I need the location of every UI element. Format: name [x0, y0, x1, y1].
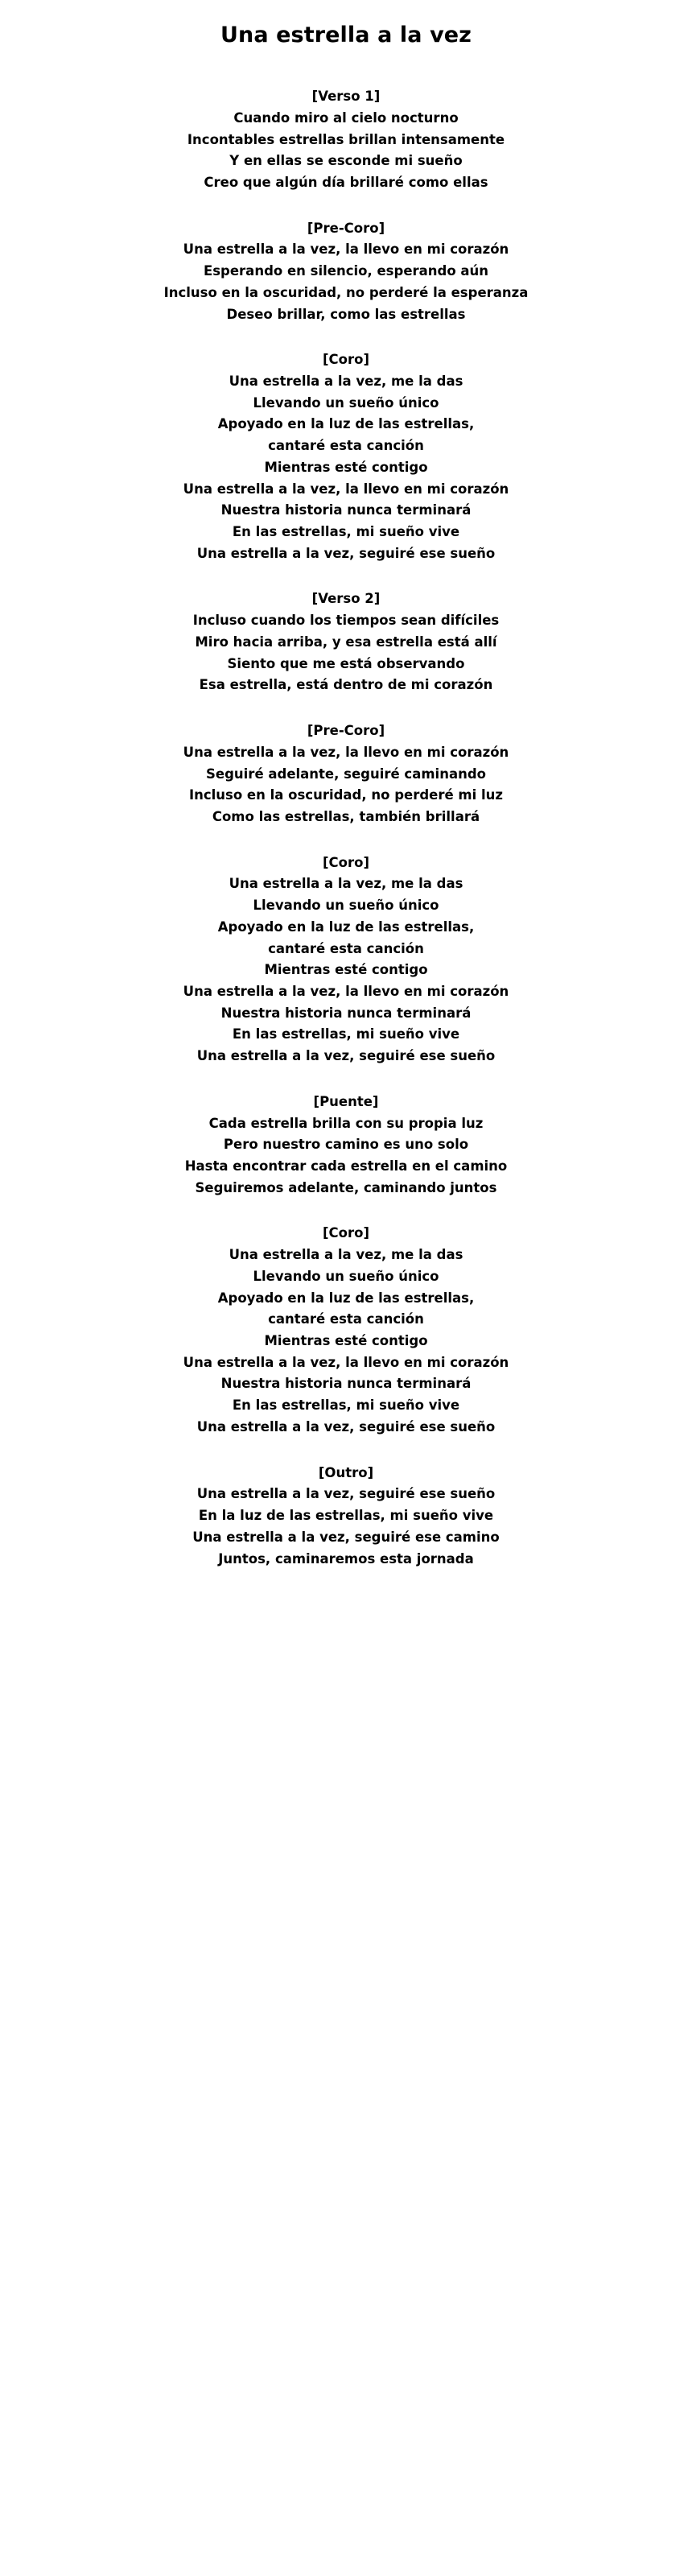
lyrics-line: Una estrella a la vez, seguiré ese sueño	[196, 545, 496, 561]
lyrics-body	[32, 86, 660, 1570]
section-tag: [Pre-Coro]	[307, 723, 385, 739]
lyrics-line: Llevando un sueño único	[253, 394, 439, 411]
lyrics-section	[32, 218, 660, 326]
lyrics-line: Creo que algún día brillaré como ellas	[204, 174, 488, 190]
lyrics-section	[32, 349, 660, 564]
lyrics-line: Mientras esté contigo	[264, 962, 428, 978]
lyrics-line: Mientras esté contigo	[264, 1333, 428, 1349]
lyrics-line: Siento que me está observando	[227, 655, 465, 671]
lyrics-line: Una estrella a la vez, me la das	[229, 876, 463, 892]
lyrics-line: Incontables estrellas brillan intensamente	[187, 131, 505, 147]
lyrics-section	[32, 588, 660, 696]
lyrics-line: Una estrella a la vez, la llevo en mi corazón	[183, 983, 509, 999]
lyrics-line: cantaré esta canción	[268, 1311, 424, 1327]
lyrics-line: En las estrellas, mi sueño vive	[232, 1397, 460, 1414]
lyrics-section	[32, 852, 660, 1067]
lyrics-line: Hasta encontrar cada estrella en el camino	[184, 1158, 508, 1174]
lyrics-line: Apoyado en la luz de las estrellas,	[217, 416, 475, 432]
lyrics-line: Una estrella a la vez, seguiré ese camino	[192, 1529, 500, 1545]
lyrics-line: En las estrellas, mi sueño vive	[232, 1026, 460, 1042]
lyrics-line: cantaré esta canción	[268, 438, 424, 454]
lyrics-section	[32, 1463, 660, 1571]
lyrics-line: Una estrella a la vez, seguiré ese sueño	[196, 1418, 496, 1435]
lyrics-line: Incluso cuando los tiempos sean difíciles	[192, 613, 500, 629]
lyrics-line: Una estrella a la vez, seguiré ese sueño	[196, 1048, 496, 1064]
lyrics-section	[32, 86, 660, 194]
lyrics-line: Deseo brillar, como las estrellas	[226, 306, 466, 322]
section-tag: [Outro]	[318, 1464, 374, 1480]
section-tag: [Coro]	[323, 854, 369, 870]
lyrics-line: Una estrella a la vez, seguiré ese sueño	[196, 1486, 496, 1502]
lyrics-line: Una estrella a la vez, la llevo en mi corazón	[183, 1354, 509, 1370]
lyrics-line: Esperando en silencio, esperando aún	[203, 263, 489, 279]
lyrics-line: Nuestra historia nunca terminará	[220, 1376, 472, 1392]
lyrics-section	[32, 1223, 660, 1438]
section-tag: [Puente]	[313, 1093, 379, 1109]
lyrics-line: Incluso en la oscuridad, no perderé la esperanza	[163, 284, 529, 300]
lyrics-line: cantaré esta canción	[268, 940, 424, 956]
lyrics-line: Una estrella a la vez, me la das	[229, 374, 463, 389]
lyrics-line: Llevando un sueño único	[253, 1268, 439, 1284]
section-tag: [Verso 2]	[311, 591, 381, 607]
lyrics-section	[32, 720, 660, 828]
lyrics-line: Una estrella a la vez, la llevo en mi corazón	[183, 481, 509, 497]
lyrics-line: Nuestra historia nunca terminará	[220, 502, 472, 518]
lyrics-line: Miro hacia arriba, y esa estrella está allí	[195, 634, 497, 650]
lyrics-line: En las estrellas, mi sueño vive	[232, 524, 460, 540]
lyrics-line: Cada estrella brilla con su propia luz	[208, 1115, 484, 1131]
page-title: Una estrella a la vez	[220, 23, 472, 47]
lyrics-line: Cuando miro al cielo nocturno	[233, 109, 459, 126]
lyrics-line: Como las estrellas, también brillará	[212, 808, 480, 824]
lyrics-line: Llevando un sueño único	[253, 898, 439, 914]
lyrics-line: Mientras esté contigo	[264, 459, 428, 475]
lyrics-line: Una estrella a la vez, la llevo en mi corazón	[183, 242, 509, 258]
lyrics-line: Seguiré adelante, seguiré caminando	[206, 766, 486, 782]
section-tag: [Pre-Coro]	[307, 220, 385, 236]
section-tag: [Verso 1]	[311, 89, 381, 105]
lyrics-line: Y en ellas se esconde mi sueño	[229, 153, 463, 169]
lyrics-line: Una estrella a la vez, la llevo en mi corazón	[183, 744, 509, 760]
lyrics-section	[32, 1092, 660, 1199]
lyrics-line: Esa estrella, está dentro de mi corazón	[199, 677, 493, 693]
lyrics-line: Apoyado en la luz de las estrellas,	[217, 919, 475, 935]
lyrics-line: Una estrella a la vez, me la das	[229, 1247, 463, 1263]
lyrics-line: Apoyado en la luz de las estrellas,	[217, 1290, 475, 1306]
lyrics-line: Juntos, caminaremos esta jornada	[218, 1550, 474, 1567]
section-tag: [Coro]	[323, 352, 369, 368]
lyrics-line: Incluso en la oscuridad, no perderé mi luz	[188, 787, 504, 803]
lyrics-line: Nuestra historia nunca terminará	[220, 1005, 472, 1021]
section-tag: [Coro]	[323, 1225, 369, 1241]
lyrics-line: En la luz de las estrellas, mi sueño vive	[198, 1508, 494, 1524]
lyrics-line: Seguiremos adelante, caminando juntos	[195, 1179, 497, 1195]
lyrics-line: Pero nuestro camino es uno solo	[223, 1137, 469, 1153]
